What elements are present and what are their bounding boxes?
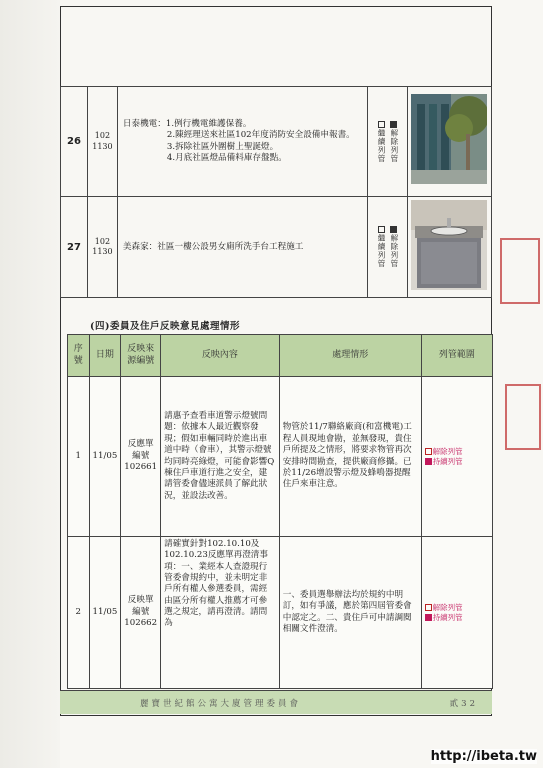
checkbox-release: [390, 226, 397, 233]
table-row: [68, 537, 493, 689]
table-row: [61, 87, 492, 197]
row-date: 102 1130: [87, 87, 117, 197]
footer-page-number: 貳32: [449, 698, 478, 709]
row-handling: 一、委員選舉辦法均於規約中明訂，如有爭議，應於第四屆管委會中認定之。二、貴住戶可申請調閱相關文件澄清。: [279, 537, 421, 689]
section-title: (四)委員及住戶反映意見處理情形: [90, 321, 240, 332]
row-content: [117, 87, 367, 197]
sink-counter-photo: [411, 200, 487, 290]
table-row: [61, 197, 492, 298]
page-margin: [0, 0, 60, 768]
legend-continue: 持續列管: [425, 457, 489, 467]
header-date: 日期: [89, 335, 121, 377]
status-cell: 繼續列管 解除列管: [368, 197, 408, 298]
row-seq: 1: [68, 377, 90, 537]
building-tree-photo: [411, 94, 487, 184]
status-cell: 繼續列管 解除列管: [368, 87, 408, 197]
row-content: 請惠予查看車道警示燈號問題：依據本人最近觀察發現；假如車輛同時於進出車道中時（會車），其警示燈號均同時亮綠燈，可能會影響Q棟住戶車道行進之安全，建請管委會儘速派員了解此狀況，並設法改善。: [161, 377, 280, 537]
row-date: 11/05: [89, 377, 121, 537]
checkbox-continue: [378, 121, 385, 128]
page-footer: [60, 690, 492, 714]
vendor-name: 日泰機電：: [122, 118, 166, 129]
header-source: 反映來源編號: [121, 335, 161, 377]
header-scope: 列管範圍: [421, 335, 492, 377]
row-number: 27: [61, 197, 88, 298]
item-3: 3.拆除社區外圍樹上聖誕燈。: [166, 141, 279, 152]
row-seq: 2: [68, 537, 90, 689]
footer-org: 麗寶世紀館公寓大廈管理委員會: [140, 698, 302, 709]
legend-continue: 持續列管: [425, 613, 489, 623]
feedback-table: [67, 334, 493, 689]
legend-release: 解除列管: [425, 603, 489, 613]
red-seal-stamp: [505, 384, 541, 450]
watermark-url: http://ibeta.tw: [430, 749, 537, 764]
table-row: [68, 377, 493, 537]
row-date: 11/05: [89, 537, 121, 689]
row-scope: [421, 537, 492, 689]
item-4: 4.月底社區燈品備料庫存盤點。: [166, 152, 287, 163]
legend-release: 解除列管: [425, 447, 489, 457]
item-1: 社區一樓公設男女廁所洗手台工程施工: [157, 241, 304, 252]
item-1: 1.例行機電維護保養。: [165, 118, 252, 129]
header-handling: 處理情形: [279, 335, 421, 377]
row-source: 反應單編號102661: [121, 377, 161, 537]
row-number: 26: [61, 87, 88, 197]
row-date: 102 1130: [87, 197, 117, 298]
checkbox-release: [390, 121, 397, 128]
work-log-table: [60, 86, 492, 298]
header-content: 反映內容: [161, 335, 280, 377]
row-content: 請確實針對102.10.10及102.10.23反應單再澄清事項：一、業經本人查證現行管委會規約中，並未明定非戶所有權人參選委員，需經由區分所有權人推薦才可參選之規定，請再澄清。請問為: [161, 537, 280, 689]
photo-cell: [407, 197, 491, 298]
checkbox-continue: [378, 226, 385, 233]
red-seal-stamp: [500, 238, 540, 304]
table-header-row: [68, 335, 493, 377]
row-scope: [421, 377, 492, 537]
header-seq: 序號: [68, 335, 90, 377]
row-content: [117, 197, 367, 298]
row-source: 反映單編號102662: [121, 537, 161, 689]
photo-cell: [407, 87, 491, 197]
row-handling: 物管於11/7聯絡廠商(和富機電)工程人員現地會勘，並無發現，貴住戶所提及之情形，將要求物管再次安排時間勘查，提供廠商修攝。已於11/26增設警示燈及蜂鳴器提醒住戶來車注意。: [279, 377, 421, 537]
item-2: 2.陳經理送來社區102年度消防安全設備申報書。: [166, 130, 355, 141]
vendor-name: 美森家：: [122, 241, 158, 252]
